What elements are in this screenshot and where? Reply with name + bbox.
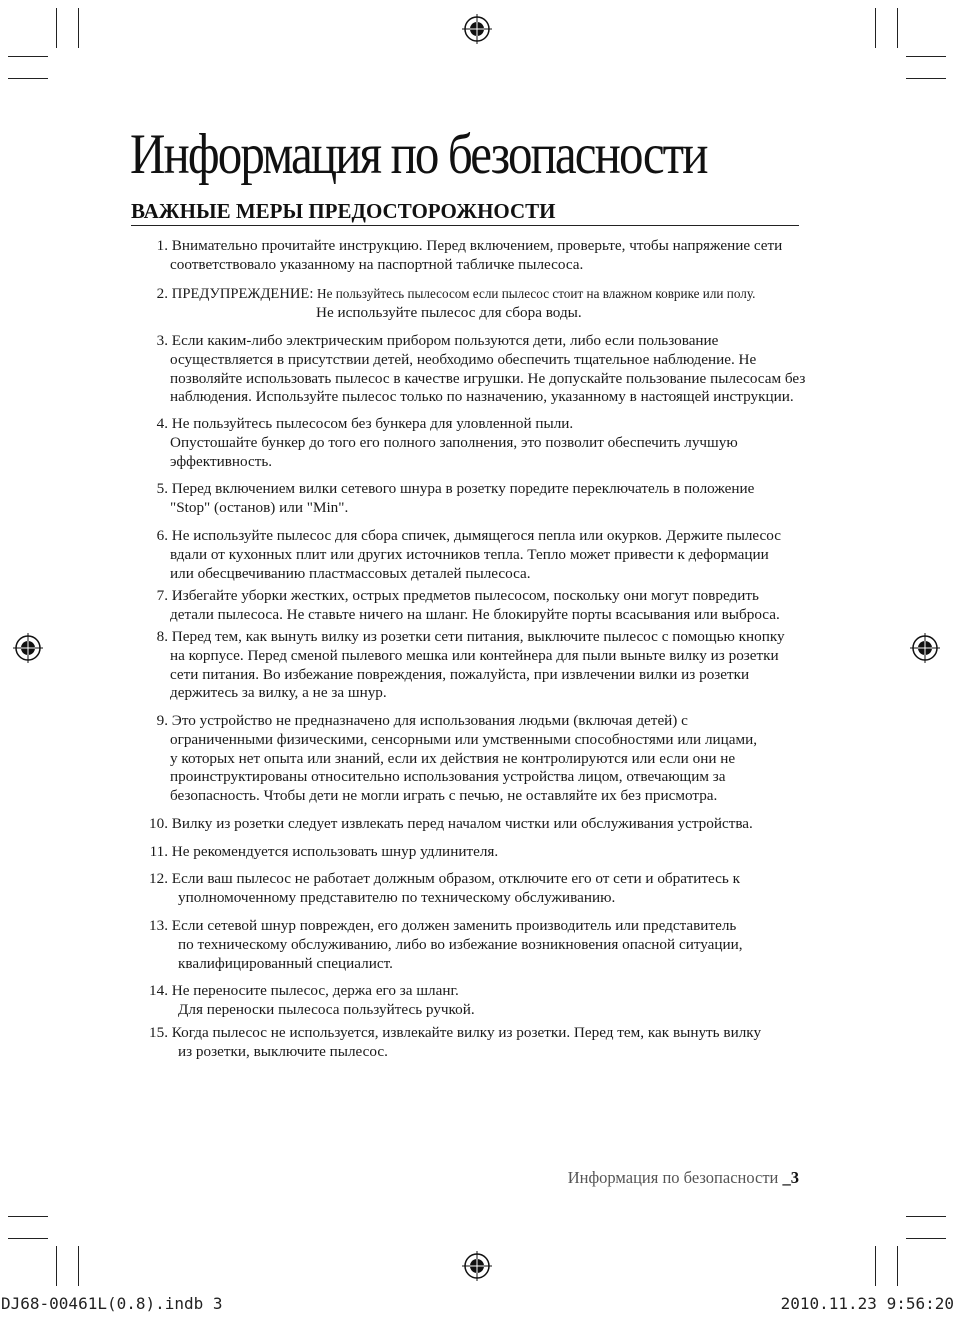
item-text: Когда пылесос не используется, извлекайте вилку из розетки. Перед тем, как вынуть вилку	[171, 1024, 762, 1041]
crop-mark	[897, 1246, 898, 1286]
item-text: наблюдения. Используйте пылесос только по назначению, указанному в настоящей инструкции.	[170, 388, 794, 406]
crop-mark	[78, 1246, 79, 1286]
crop-mark	[8, 1238, 48, 1239]
page-title: Информация по безопасности	[130, 123, 707, 186]
list-item	[148, 843, 498, 862]
item-number: 13.	[149, 917, 168, 934]
item-text: проинструктированы относительно использования устройства лицом, отвечающим за	[170, 768, 726, 786]
list-item	[148, 285, 755, 323]
item-text: Не используйте пылесос для сбора спичек, дымящегося пепла или окурков. Держите пылесос	[171, 527, 781, 544]
list-item	[148, 815, 753, 834]
list-item	[148, 332, 805, 407]
item-text: уполномоченному представителю по техническому обслуживанию.	[178, 888, 616, 906]
item-number: 10.	[149, 815, 168, 832]
crop-mark	[875, 8, 876, 48]
item-text: эффективность.	[170, 452, 273, 470]
item-text: ограниченными физическими, сенсорными или умственными способностями или лицами,	[170, 730, 758, 748]
item-text: позволяйте использовать пылесос в качестве игрушки. Не допускайте пользование пылесосам без	[170, 369, 806, 387]
item-text: Не пользуйтесь пылесосом без бункера для уловленной пыли.	[171, 415, 574, 432]
item-text: Опустошайте бункер до того его полного заполнения, это позволит обеспечить лучшую	[170, 433, 738, 451]
list-item	[148, 1024, 761, 1062]
item-text: держитесь за вилку, а не за шнур.	[170, 684, 387, 702]
item-text: Не переносите пылесос, держа его за шланг.	[171, 982, 459, 999]
item-text: соответствовало указанному на паспортной табличке пылесоса.	[170, 255, 584, 273]
item-text: "Stop" (останов) или "Min".	[170, 498, 349, 516]
item-text: квалифицированный специалист.	[178, 954, 393, 972]
list-item	[148, 982, 475, 1020]
footer-section-title: Информация по безопасности	[567, 1168, 783, 1187]
print-slug-date: 2010.11.23 9:56:20	[780, 1294, 954, 1313]
registration-mark-icon	[13, 633, 43, 663]
item-number: 5.	[156, 480, 168, 497]
item-text: на корпусе. Перед сменой пылевого мешка или контейнера для пыли выньте вилку из розетки	[170, 646, 779, 664]
item-text: или обесцвечиванию пластмассовых деталей пылесоса.	[170, 564, 531, 582]
crop-mark	[906, 1216, 946, 1217]
item-text: Не рекомендуется использовать шнур удлинителя.	[171, 843, 499, 860]
crop-mark	[906, 78, 946, 79]
crop-mark	[8, 56, 48, 57]
crop-mark	[56, 8, 57, 48]
crop-mark	[897, 8, 898, 48]
page-number: _3	[782, 1168, 799, 1187]
warning-label: ПРЕДУПРЕЖДЕНИЕ:	[171, 286, 318, 302]
item-text: сети питания. Во избежание повреждения, пожалуйста, при извлечении вилки из розетки	[170, 665, 750, 683]
item-text: по техническому обслуживанию, либо во избежание возникновения опасной ситуации,	[178, 935, 743, 953]
list-item	[148, 587, 780, 625]
list-item	[148, 480, 754, 518]
item-number: 9.	[156, 712, 168, 729]
item-text: Если каким-либо электрическим прибором пользуются дети, либо если пользование	[171, 332, 719, 349]
list-item	[148, 917, 743, 973]
crop-mark	[78, 8, 79, 48]
section-heading: ВАЖНЫЕ МЕРЫ ПРЕДОСТОРОЖНОСТИ	[131, 200, 799, 226]
registration-mark-icon	[462, 14, 492, 44]
item-text: Внимательно прочитайте инструкцию. Перед включением, проверьте, чтобы напряжение сети	[171, 237, 783, 254]
item-number: 1.	[156, 237, 168, 254]
list-item	[148, 870, 740, 908]
item-text: безопасность. Чтобы дети не могли играть с печью, не оставляйте их без присмотра.	[170, 787, 718, 805]
crop-mark	[8, 1216, 48, 1217]
registration-mark-icon	[462, 1251, 492, 1281]
item-number: 6.	[156, 527, 168, 544]
crop-mark	[906, 1238, 946, 1239]
item-text: Не используйте пылесос для сбора воды.	[316, 303, 582, 321]
crop-mark	[8, 78, 48, 79]
item-text: Это устройство не предназначено для использования людьми (включая детей) с	[171, 712, 688, 729]
item-text: Для переноски пылесоса пользуйтесь ручкой.	[178, 1000, 475, 1018]
item-text: из розетки, выключите пылесос.	[178, 1042, 388, 1060]
item-text: детали пылесоса. Не ставьте ничего на шланг. Не блокируйте порты всасывания или выброса.	[170, 605, 780, 623]
item-text: Перед тем, как вынуть вилку из розетки сети питания, выключите пылесос с помощью кнопку	[171, 628, 785, 645]
crop-mark	[875, 1246, 876, 1286]
item-text: Если ваш пылесос не работает должным образом, отключите его от сети и обратитесь к	[171, 870, 740, 887]
item-text: вдали от кухонных плит или других источников тепла. Тепло может привести к деформации	[170, 545, 769, 563]
item-text: Если сетевой шнур поврежден, его должен заменить производитель или представитель	[171, 917, 737, 934]
list-item	[148, 237, 782, 275]
item-text: у которых нет опыта или знаний, если их действия не контролируются или если они не	[170, 749, 736, 767]
list-item	[148, 527, 781, 583]
list-item	[148, 415, 738, 471]
item-number: 15.	[149, 1024, 168, 1041]
item-number: 12.	[149, 870, 168, 887]
registration-mark-icon	[910, 633, 940, 663]
print-slug-file: DJ68-00461L(0.8).indb 3	[1, 1294, 223, 1313]
item-text: Вилку из розетки следует извлекать перед началом чистки или обслуживания устройства.	[171, 815, 753, 832]
item-text: Не пользуйтесь пылесосом если пылесос стоит на влажном коврике или полу.	[317, 286, 756, 301]
crop-mark	[906, 56, 946, 57]
item-text: Избегайте уборки жестких, острых предметов пылесосом, поскольку они могут повредить	[171, 587, 759, 604]
crop-mark	[56, 1246, 57, 1286]
item-number: 4.	[156, 415, 168, 432]
item-number: 3.	[156, 332, 168, 349]
item-number: 11.	[149, 843, 168, 860]
item-number: 14.	[149, 982, 168, 999]
item-number: 8.	[156, 628, 168, 645]
list-item	[148, 628, 785, 703]
item-text: осуществляется в присутствии детей, необходимо обеспечить тщательное наблюдение. Не	[170, 350, 757, 368]
item-number: 7.	[156, 587, 168, 604]
item-number: 2.	[156, 285, 168, 302]
page-footer	[568, 1168, 799, 1188]
item-text: Перед включением вилки сетевого шнура в розетку поредите переключатель в положение	[171, 480, 755, 497]
list-item	[148, 712, 757, 806]
